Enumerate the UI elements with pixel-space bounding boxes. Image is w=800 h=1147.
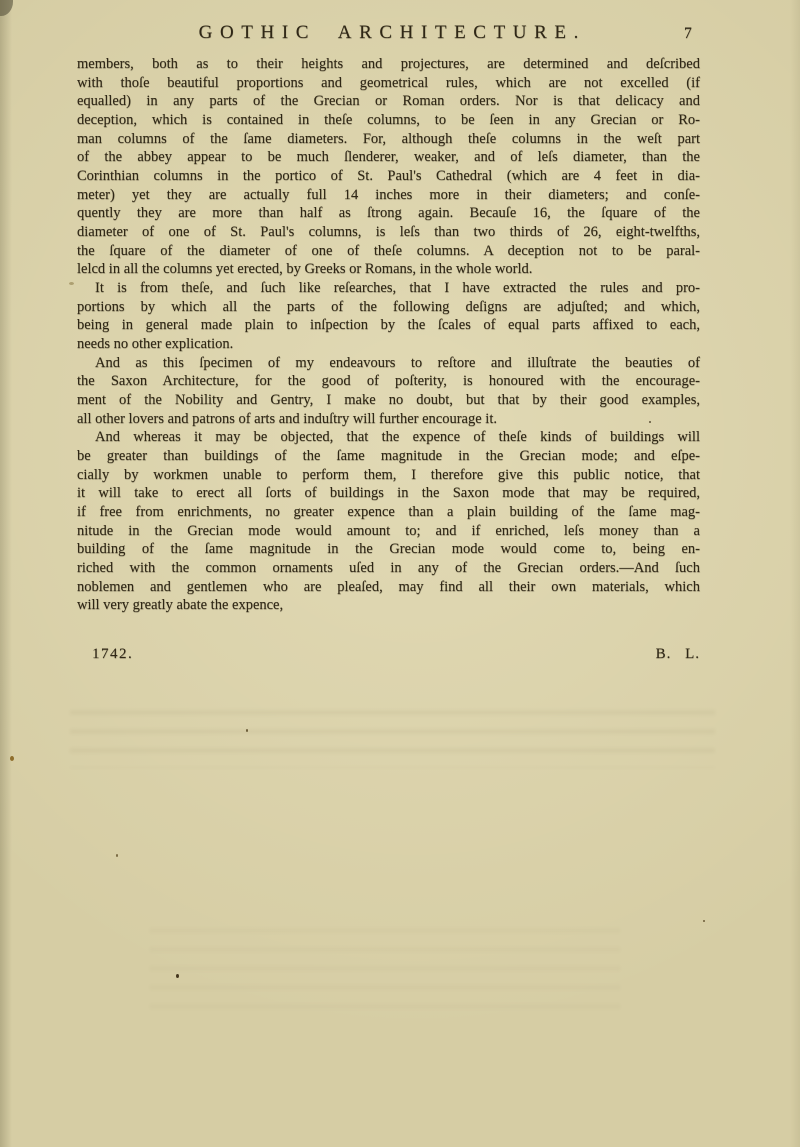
text-line: portions by which all the parts of the following deſigns are adjuſted; and which, — [77, 298, 700, 315]
text-line: members, both as to their heights and projectures, are determined and deſcribed — [77, 56, 700, 72]
paper-speck — [116, 854, 118, 857]
text-line: And whereas it may be objected, that the expence of theſe kinds of buildings will — [95, 429, 700, 446]
imprint-date: 1742. — [92, 646, 134, 662]
text-line: of the abbey appear to be much ſlenderer, weaker, and of leſs diameter, than the — [77, 149, 700, 166]
page-footer — [77, 646, 700, 666]
text-line: lelcd in all the columns yet erected, by Greeks or Romans, in the whole world. — [77, 261, 533, 278]
paper-speck — [69, 282, 74, 285]
text-line: being in general made plain to inſpection by the ſcales of equal parts affixed to each, — [77, 317, 700, 334]
text-line: quently they are more than half as ſtrong again. Becauſe 16, the ſquare of the — [77, 205, 700, 222]
text-line: will very greatly abate the expence, — [77, 597, 284, 614]
text-line: equalled) in any parts of the Grecian or Roman orders. Nor is that delicacy and — [77, 93, 700, 110]
text-line: Corinthian columns in the portico of St. Paul's Cathedral (which are 4 feet in dia- — [77, 168, 700, 185]
paper-speck — [649, 421, 651, 423]
text-line: nitude in the Grecian mode would amount to; and if enriched, leſs money than a — [77, 522, 700, 539]
text-line: meter) yet they are actually full 14 inches more in their diameters; and conſe- — [77, 186, 700, 203]
paper-speck — [246, 729, 248, 732]
paper-speck — [0, 0, 13, 16]
text-line: building of the ſame magnitude in the Grecian mode would come to, being en- — [77, 541, 700, 558]
text-line: noblemen and gentlemen who are pleaſed, may find all their own materials, which — [77, 578, 700, 595]
paper-speck — [10, 756, 14, 761]
text-line: deception, which is contained in theſe columns, to be ſeen in any Grecian or Ro- — [77, 112, 700, 129]
text-line: ment of the Nobility and Gentry, I make no doubt, but that by their good examples, — [77, 392, 700, 409]
text-line: all other lovers and patrons of arts and induſtry will further encourage it. — [77, 410, 497, 427]
text-line: needs no other explication. — [77, 336, 234, 353]
text-line: it will take to erect all ſorts of buildings in the Saxon mode that may be required, — [77, 485, 700, 502]
text-line: the ſquare of the diameter of one of theſe columns. A deception not to be paral- — [77, 242, 700, 259]
text-line: It is from theſe, and ſuch like reſearches, that I have extracted the rules and pro- — [95, 280, 700, 297]
text-line: be greater than buildings of the ſame magnitude in the Grecian mode; and eſpe- — [77, 448, 700, 465]
author-initials: B. L. — [655, 646, 700, 662]
text-line: with thoſe beautiful proportions and geometrical rules, which are not excelled (if — [77, 74, 700, 91]
paper-speck — [176, 974, 179, 978]
paper-speck — [703, 920, 705, 922]
text-line: man columns of the ſame diameters. For, although theſe columns in the weſt part — [77, 130, 700, 147]
text-line: the Saxon Architecture, for the good of poſterity, is honoured with the encourage- — [77, 373, 700, 390]
page-showthrough — [150, 928, 620, 1013]
page-number: 7 — [684, 25, 692, 42]
page-header — [77, 22, 700, 44]
page-showthrough — [70, 710, 715, 768]
running-title: GOTHIC ARCHITECTURE. — [198, 22, 586, 43]
text-line: riched with the common ornaments uſed in any of the Grecian orders.—And ſuch — [77, 560, 700, 577]
body-text — [77, 55, 700, 615]
text-line: if free from enrichments, no greater expence than a plain building of the ſame mag- — [77, 504, 700, 521]
text-line: cially by workmen unable to perform them, I therefore give this public notice, that — [77, 466, 700, 483]
text-line: And as this ſpecimen of my endeavours to reſtore and illuſtrate the beauties of — [95, 354, 700, 371]
text-line: diameter of one of St. Paul's columns, is leſs than two thirds of 26, eight-twelfths, — [77, 224, 700, 241]
